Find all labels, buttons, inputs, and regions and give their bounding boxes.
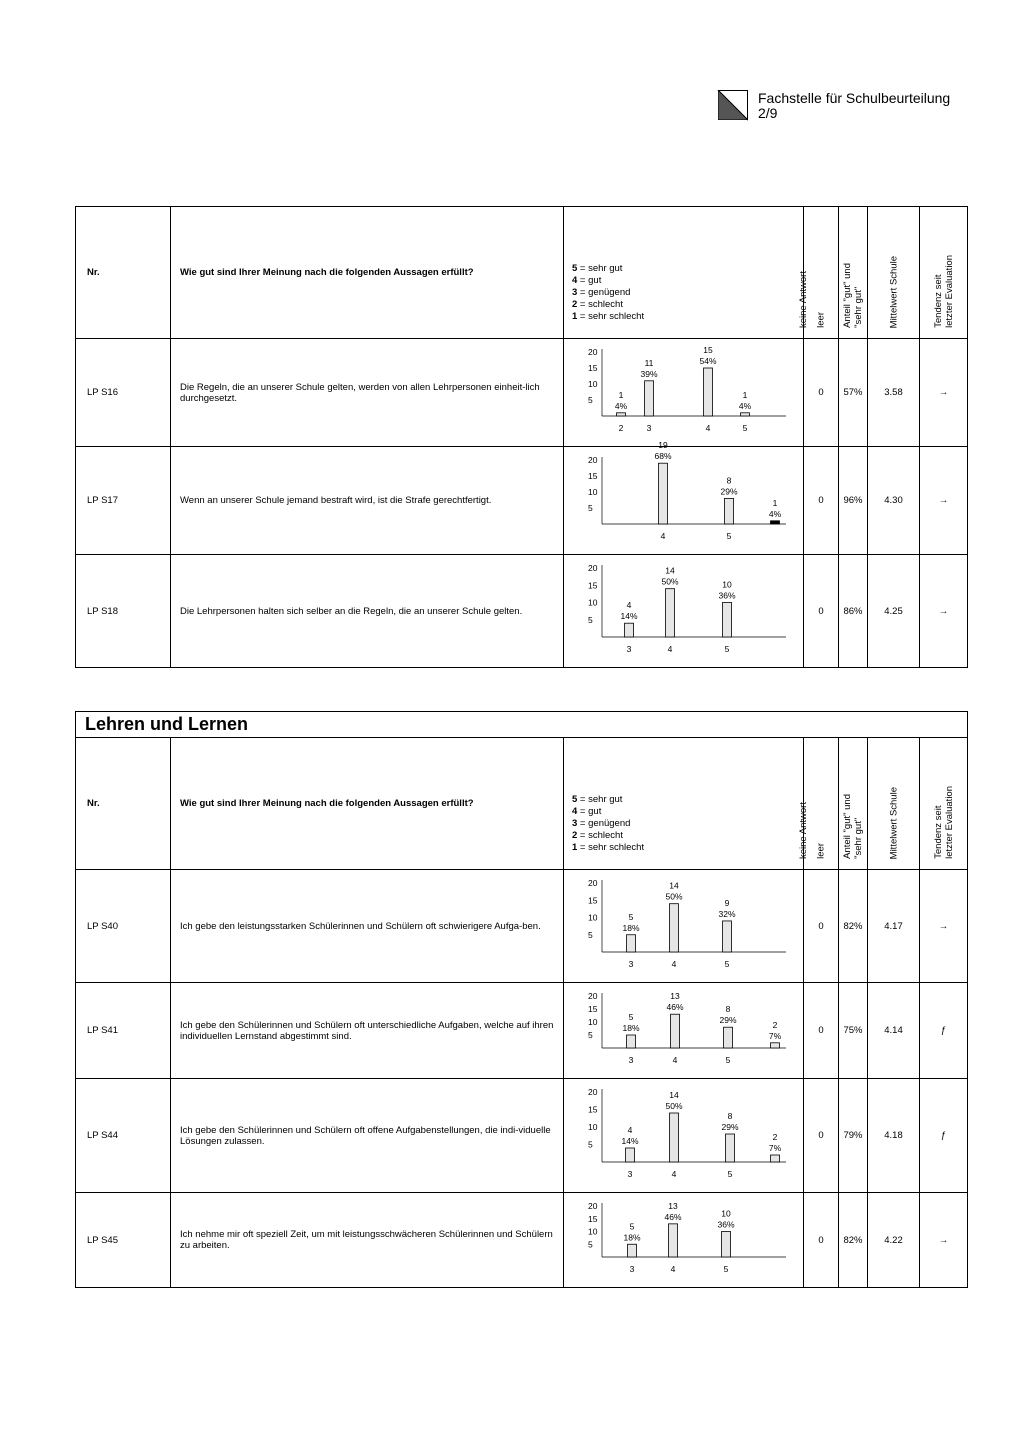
table-row [76, 983, 968, 1079]
y-tick-label: 5 [588, 614, 593, 625]
x-tick-label: 3 [629, 1264, 635, 1274]
bar-count-label: 8 [726, 475, 732, 486]
scale-label: = schlecht [577, 299, 623, 310]
item-anteil: 79% [839, 1079, 868, 1193]
item-tendenz: → [920, 555, 968, 668]
y-tick-label: 20 [588, 563, 598, 573]
table-header-row [76, 738, 968, 870]
item-number: LP S17 [76, 447, 171, 555]
bar [645, 381, 654, 416]
header-mittelwert: Mittelwert Schule [888, 786, 899, 859]
item-statement: Die Lehrpersonen halten sich selber an die Regeln, die an unserer Schule gelten. [171, 555, 564, 668]
bar-percent-label: 32% [718, 908, 736, 919]
bar-percent-label: 50% [665, 1101, 683, 1111]
y-tick-label: 20 [588, 878, 598, 888]
bar [723, 921, 732, 952]
scale-item [572, 794, 803, 806]
item-leer: 0 [804, 983, 839, 1079]
item-number: LP S44 [76, 1079, 171, 1193]
y-tick-label: 5 [588, 503, 593, 513]
header-mittelwert: Mittelwert Schule [888, 255, 899, 328]
bar [722, 1232, 731, 1258]
page-header [718, 90, 978, 120]
survey-table-1 [75, 206, 968, 668]
header-anteil-line2: "sehr gut" [853, 817, 864, 859]
bar-count-label: 2 [772, 1132, 778, 1142]
x-tick-label: 4 [671, 1169, 677, 1179]
item-anteil: 82% [839, 870, 868, 983]
bar-percent-label: 7% [768, 1030, 782, 1041]
item-chart [564, 1193, 804, 1288]
scale-number: 3 [572, 287, 578, 298]
item-statement: Ich nehme mir oft speziell Zeit, um mit leistungsschwächeren Schülerinnen und Schülern zu arbeiten. [171, 1193, 564, 1288]
institution-logo [718, 90, 748, 120]
item-anteil: 57% [839, 339, 868, 447]
scale-number: 5 [572, 263, 578, 274]
bar-percent-label: 50% [661, 576, 679, 587]
x-tick-label: 5 [724, 644, 730, 654]
scale-number: 3 [572, 818, 578, 829]
bar-count-label: 8 [727, 1111, 733, 1121]
scale-number: 1 [572, 842, 578, 853]
bar-percent-label: 4% [768, 508, 782, 519]
x-tick-label: 5 [742, 423, 748, 433]
x-tick-label: 5 [723, 1264, 729, 1274]
bar [725, 498, 734, 524]
scale-number: 1 [572, 311, 578, 322]
item-mittelwert: 4.25 [868, 555, 920, 668]
item-leer: 0 [804, 870, 839, 983]
bar-percent-label: 4% [614, 400, 628, 411]
item-number: LP S16 [76, 339, 171, 447]
bar-chart [564, 983, 804, 1078]
header-anteil [842, 263, 864, 328]
x-tick-label: 2 [618, 423, 624, 433]
y-tick-label: 10 [588, 912, 598, 923]
section-rows [76, 870, 968, 1288]
item-statement: Die Regeln, die an unserer Schule gelten, werden von allen Lehrpersonen einheit-lich durchgesetzt. [171, 339, 564, 447]
section-title: Lehren und Lernen [76, 712, 968, 738]
header-anteil-line1: Anteil "gut" und [842, 263, 853, 328]
bar [625, 623, 634, 637]
header-tendenz-cell [920, 738, 968, 870]
y-tick-label: 15 [588, 1104, 598, 1115]
scale-item [572, 830, 803, 842]
bar-count-label: 8 [725, 1004, 731, 1015]
y-tick-label: 5 [588, 1239, 593, 1250]
y-tick-label: 10 [588, 1226, 598, 1237]
bar [628, 1244, 637, 1257]
header-tendenz [933, 786, 955, 859]
item-chart [564, 870, 804, 983]
header-nr: Nr. [76, 738, 171, 870]
y-tick-label: 5 [588, 395, 593, 405]
scale-label: = sehr schlecht [577, 311, 645, 322]
bar [627, 935, 636, 952]
page-number: 2/9 [758, 105, 778, 121]
bar-count-label: 13 [670, 991, 680, 1002]
y-tick-label: 15 [588, 1004, 598, 1014]
bar [771, 521, 780, 524]
bar-percent-label: 29% [721, 1122, 739, 1132]
header-anteil [842, 794, 864, 859]
scale-label: = genügend [577, 287, 631, 298]
bar-percent-label: 54% [699, 356, 717, 366]
bar-percent-label: 7% [768, 1143, 782, 1153]
bar-count-label: 14 [669, 880, 679, 891]
item-statement: Ich gebe den Schülerinnen und Schülern oft unterschiedliche Aufgaben, welche auf ihren individuellen Lernstand abgestimmt sind. [171, 983, 564, 1079]
bar-count-label: 15 [703, 345, 713, 355]
x-tick-label: 4 [670, 1264, 676, 1274]
y-tick-label: 10 [588, 379, 598, 389]
header-tendenz-cell [920, 207, 968, 339]
bar-percent-label: 18% [622, 922, 640, 933]
x-tick-label: 3 [627, 1169, 633, 1179]
bar-count-label: 1 [742, 389, 748, 400]
header-question: Wie gut sind Ihrer Meinung nach die folgenden Aussagen erfüllt? [171, 207, 564, 339]
bar [617, 413, 626, 416]
y-tick-label: 15 [588, 580, 598, 591]
header-scale [564, 738, 809, 870]
item-leer: 0 [804, 339, 839, 447]
x-tick-label: 5 [726, 531, 732, 541]
header-leer-cell [804, 207, 839, 339]
scale-item [572, 806, 803, 818]
table-row [76, 1079, 968, 1193]
x-tick-label: 4 [705, 423, 711, 433]
bar-percent-label: 18% [623, 1232, 641, 1243]
table-row [76, 555, 968, 668]
bar-count-label: 5 [628, 911, 634, 922]
item-mittelwert: 4.18 [868, 1079, 920, 1193]
bar-chart [564, 1193, 804, 1287]
scale-item [572, 842, 803, 854]
bar-chart [564, 1079, 804, 1192]
y-tick-label: 15 [588, 471, 598, 481]
bar-count-label: 2 [772, 1019, 778, 1030]
x-tick-label: 4 [672, 1055, 678, 1065]
header-anteil-line1: Anteil "gut" und [842, 794, 853, 859]
header-mittelwert-cell [868, 207, 920, 339]
table-row [76, 447, 968, 555]
scale-label: = gut [577, 275, 602, 286]
y-tick-label: 5 [588, 929, 593, 940]
bar [704, 368, 713, 416]
bar-count-label: 5 [629, 1221, 635, 1232]
bar-count-label: 14 [665, 565, 675, 576]
item-tendenz: → [920, 447, 968, 555]
bar-count-label: 11 [644, 357, 654, 368]
bar [771, 1043, 780, 1048]
bar-count-label: 10 [721, 1208, 731, 1219]
header-question: Wie gut sind Ihrer Meinung nach die folgenden Aussagen erfüllt? [171, 738, 564, 870]
scale-label: = gut [577, 806, 602, 817]
x-tick-label: 3 [628, 1055, 634, 1065]
item-chart [564, 983, 804, 1079]
bar-chart [564, 555, 804, 667]
bar-count-label: 5 [628, 1012, 634, 1022]
x-tick-label: 4 [660, 531, 666, 541]
item-statement: Ich gebe den Schülerinnen und Schülern oft offene Aufgabenstellungen, die indi-viduelle Lösungen zulassen. [171, 1079, 564, 1193]
bar [666, 589, 675, 637]
x-tick-label: 4 [667, 644, 673, 654]
x-tick-label: 5 [725, 1055, 731, 1065]
bar-chart [564, 339, 804, 446]
item-statement: Ich gebe den leistungsstarken Schülerinnen und Schülern oft schwierigere Aufga-ben. [171, 870, 564, 983]
table-header-row [76, 207, 968, 339]
item-leer: 0 [804, 555, 839, 668]
scale-item [572, 287, 803, 299]
bar-percent-label: 29% [719, 1015, 737, 1026]
item-tendenz: ƒ [920, 983, 968, 1079]
header-nr: Nr. [76, 207, 171, 339]
bar-percent-label: 18% [622, 1023, 640, 1033]
x-tick-label: 3 [626, 644, 632, 654]
y-tick-label: 5 [588, 1139, 593, 1150]
item-chart [564, 555, 804, 668]
y-tick-label: 15 [588, 1213, 598, 1224]
item-anteil: 86% [839, 555, 868, 668]
bar [741, 413, 750, 416]
item-anteil: 82% [839, 1193, 868, 1288]
bar-count-label: 9 [724, 897, 730, 908]
y-tick-label: 20 [588, 1087, 598, 1097]
table-row [76, 870, 968, 983]
item-mittelwert: 4.30 [868, 447, 920, 555]
header-tendenz-line2: letzter Evaluation [943, 786, 955, 859]
header-tendenz [933, 255, 955, 328]
section-rows [76, 339, 968, 668]
bar-count-label: 4 [626, 600, 632, 611]
item-number: LP S40 [76, 870, 171, 983]
organisation-name [758, 91, 950, 121]
bar [659, 463, 668, 524]
bar [670, 904, 679, 952]
header-mittelwert-cell [868, 738, 920, 870]
bar-percent-label: 14% [620, 611, 638, 622]
bar [627, 1035, 636, 1048]
survey-table-2 [75, 711, 968, 1288]
header-anteil-line2: "sehr gut" [853, 286, 864, 328]
header-leer: leer [815, 312, 827, 328]
y-tick-label: 20 [588, 347, 598, 357]
item-mittelwert: 4.22 [868, 1193, 920, 1288]
table-row [76, 1193, 968, 1288]
y-tick-label: 20 [588, 455, 598, 465]
table-row [76, 339, 968, 447]
header-leer-cell [804, 738, 839, 870]
item-tendenz: ƒ [920, 1079, 968, 1193]
scale-item [572, 275, 803, 287]
header-tendenz-line1: Tendenz seit [932, 274, 944, 328]
bar [626, 1148, 635, 1162]
bar-percent-label: 46% [664, 1211, 682, 1222]
bar-chart [564, 870, 804, 982]
bar-count-label: 1 [618, 389, 624, 400]
scale-item [572, 818, 803, 830]
bar-percent-label: 39% [640, 368, 658, 379]
item-mittelwert: 4.14 [868, 983, 920, 1079]
scale-label: = sehr schlecht [577, 842, 645, 853]
x-tick-label: 5 [724, 959, 730, 969]
item-leer: 0 [804, 1079, 839, 1193]
bar-percent-label: 14% [621, 1136, 639, 1146]
scale-number: 5 [572, 794, 578, 805]
x-tick-label: 3 [628, 959, 634, 969]
item-anteil: 96% [839, 447, 868, 555]
scale-number: 4 [572, 275, 578, 286]
item-tendenz: → [920, 339, 968, 447]
scale-number: 2 [572, 299, 578, 310]
scale-item [572, 311, 803, 323]
item-number: LP S18 [76, 555, 171, 668]
item-anteil: 75% [839, 983, 868, 1079]
org-name: Fachstelle für Schulbeurteilung [758, 90, 951, 106]
x-tick-label: 3 [646, 423, 652, 433]
header-scale [564, 207, 809, 339]
scale-label: = schlecht [577, 830, 623, 841]
item-number: LP S41 [76, 983, 171, 1079]
bar-chart [564, 440, 804, 554]
x-tick-label: 5 [727, 1169, 733, 1179]
section-title-row [76, 712, 968, 738]
bar-percent-label: 4% [738, 400, 752, 411]
header-anteil-cell [839, 207, 868, 339]
bar-count-label: 13 [668, 1200, 678, 1211]
item-tendenz: → [920, 870, 968, 983]
y-tick-label: 20 [588, 991, 598, 1001]
item-chart [564, 440, 804, 555]
bar-percent-label: 50% [665, 891, 683, 902]
bar-count-label: 14 [669, 1090, 679, 1100]
bar [771, 1155, 780, 1162]
item-mittelwert: 4.17 [868, 870, 920, 983]
x-tick-label: 4 [671, 959, 677, 969]
bar-percent-label: 36% [717, 1219, 735, 1230]
bar [671, 1014, 680, 1048]
scale-label: = sehr gut [577, 263, 623, 274]
y-tick-label: 15 [588, 895, 598, 906]
scale-number: 2 [572, 830, 578, 841]
item-chart [564, 339, 804, 447]
bar [670, 1113, 679, 1162]
scale-label: = sehr gut [577, 794, 623, 805]
bar-percent-label: 46% [666, 1002, 684, 1013]
header-keine-antwort: keine Antwort [798, 270, 809, 328]
scale-item [572, 299, 803, 311]
scale-label: = genügend [577, 818, 631, 829]
bar [723, 603, 732, 638]
bar [724, 1027, 733, 1048]
y-tick-label: 20 [588, 1201, 598, 1211]
item-mittelwert: 3.58 [868, 339, 920, 447]
scale-item [572, 263, 803, 275]
bar-count-label: 4 [627, 1125, 633, 1135]
bar-count-label: 19 [658, 440, 668, 451]
y-tick-label: 10 [588, 1017, 598, 1027]
y-tick-label: 15 [588, 363, 598, 373]
item-number: LP S45 [76, 1193, 171, 1288]
bar-percent-label: 36% [718, 590, 736, 601]
bar-count-label: 1 [772, 497, 778, 508]
header-leer: leer [815, 843, 827, 859]
header-anteil-cell [839, 738, 868, 870]
y-tick-label: 5 [588, 1030, 593, 1040]
bar [669, 1224, 678, 1257]
header-keine-antwort: keine Antwort [798, 801, 809, 859]
item-leer: 0 [804, 1193, 839, 1288]
header-tendenz-line1: Tendenz seit [932, 805, 944, 859]
item-statement: Wenn an unserer Schule jemand bestraft wird, ist die Strafe gerechtfertigt. [171, 447, 564, 555]
scale-legend [572, 263, 803, 323]
bar-percent-label: 68% [654, 451, 672, 462]
scale-legend [572, 794, 803, 854]
bar [726, 1134, 735, 1162]
item-tendenz: → [920, 1193, 968, 1288]
bar-count-label: 10 [722, 579, 732, 590]
item-leer: 0 [804, 447, 839, 555]
y-tick-label: 10 [588, 1122, 598, 1132]
scale-number: 4 [572, 806, 578, 817]
header-tendenz-line2: letzter Evaluation [943, 255, 955, 328]
y-tick-label: 10 [588, 597, 598, 608]
item-chart [564, 1079, 804, 1193]
y-tick-label: 10 [588, 487, 598, 497]
bar-percent-label: 29% [720, 486, 738, 497]
